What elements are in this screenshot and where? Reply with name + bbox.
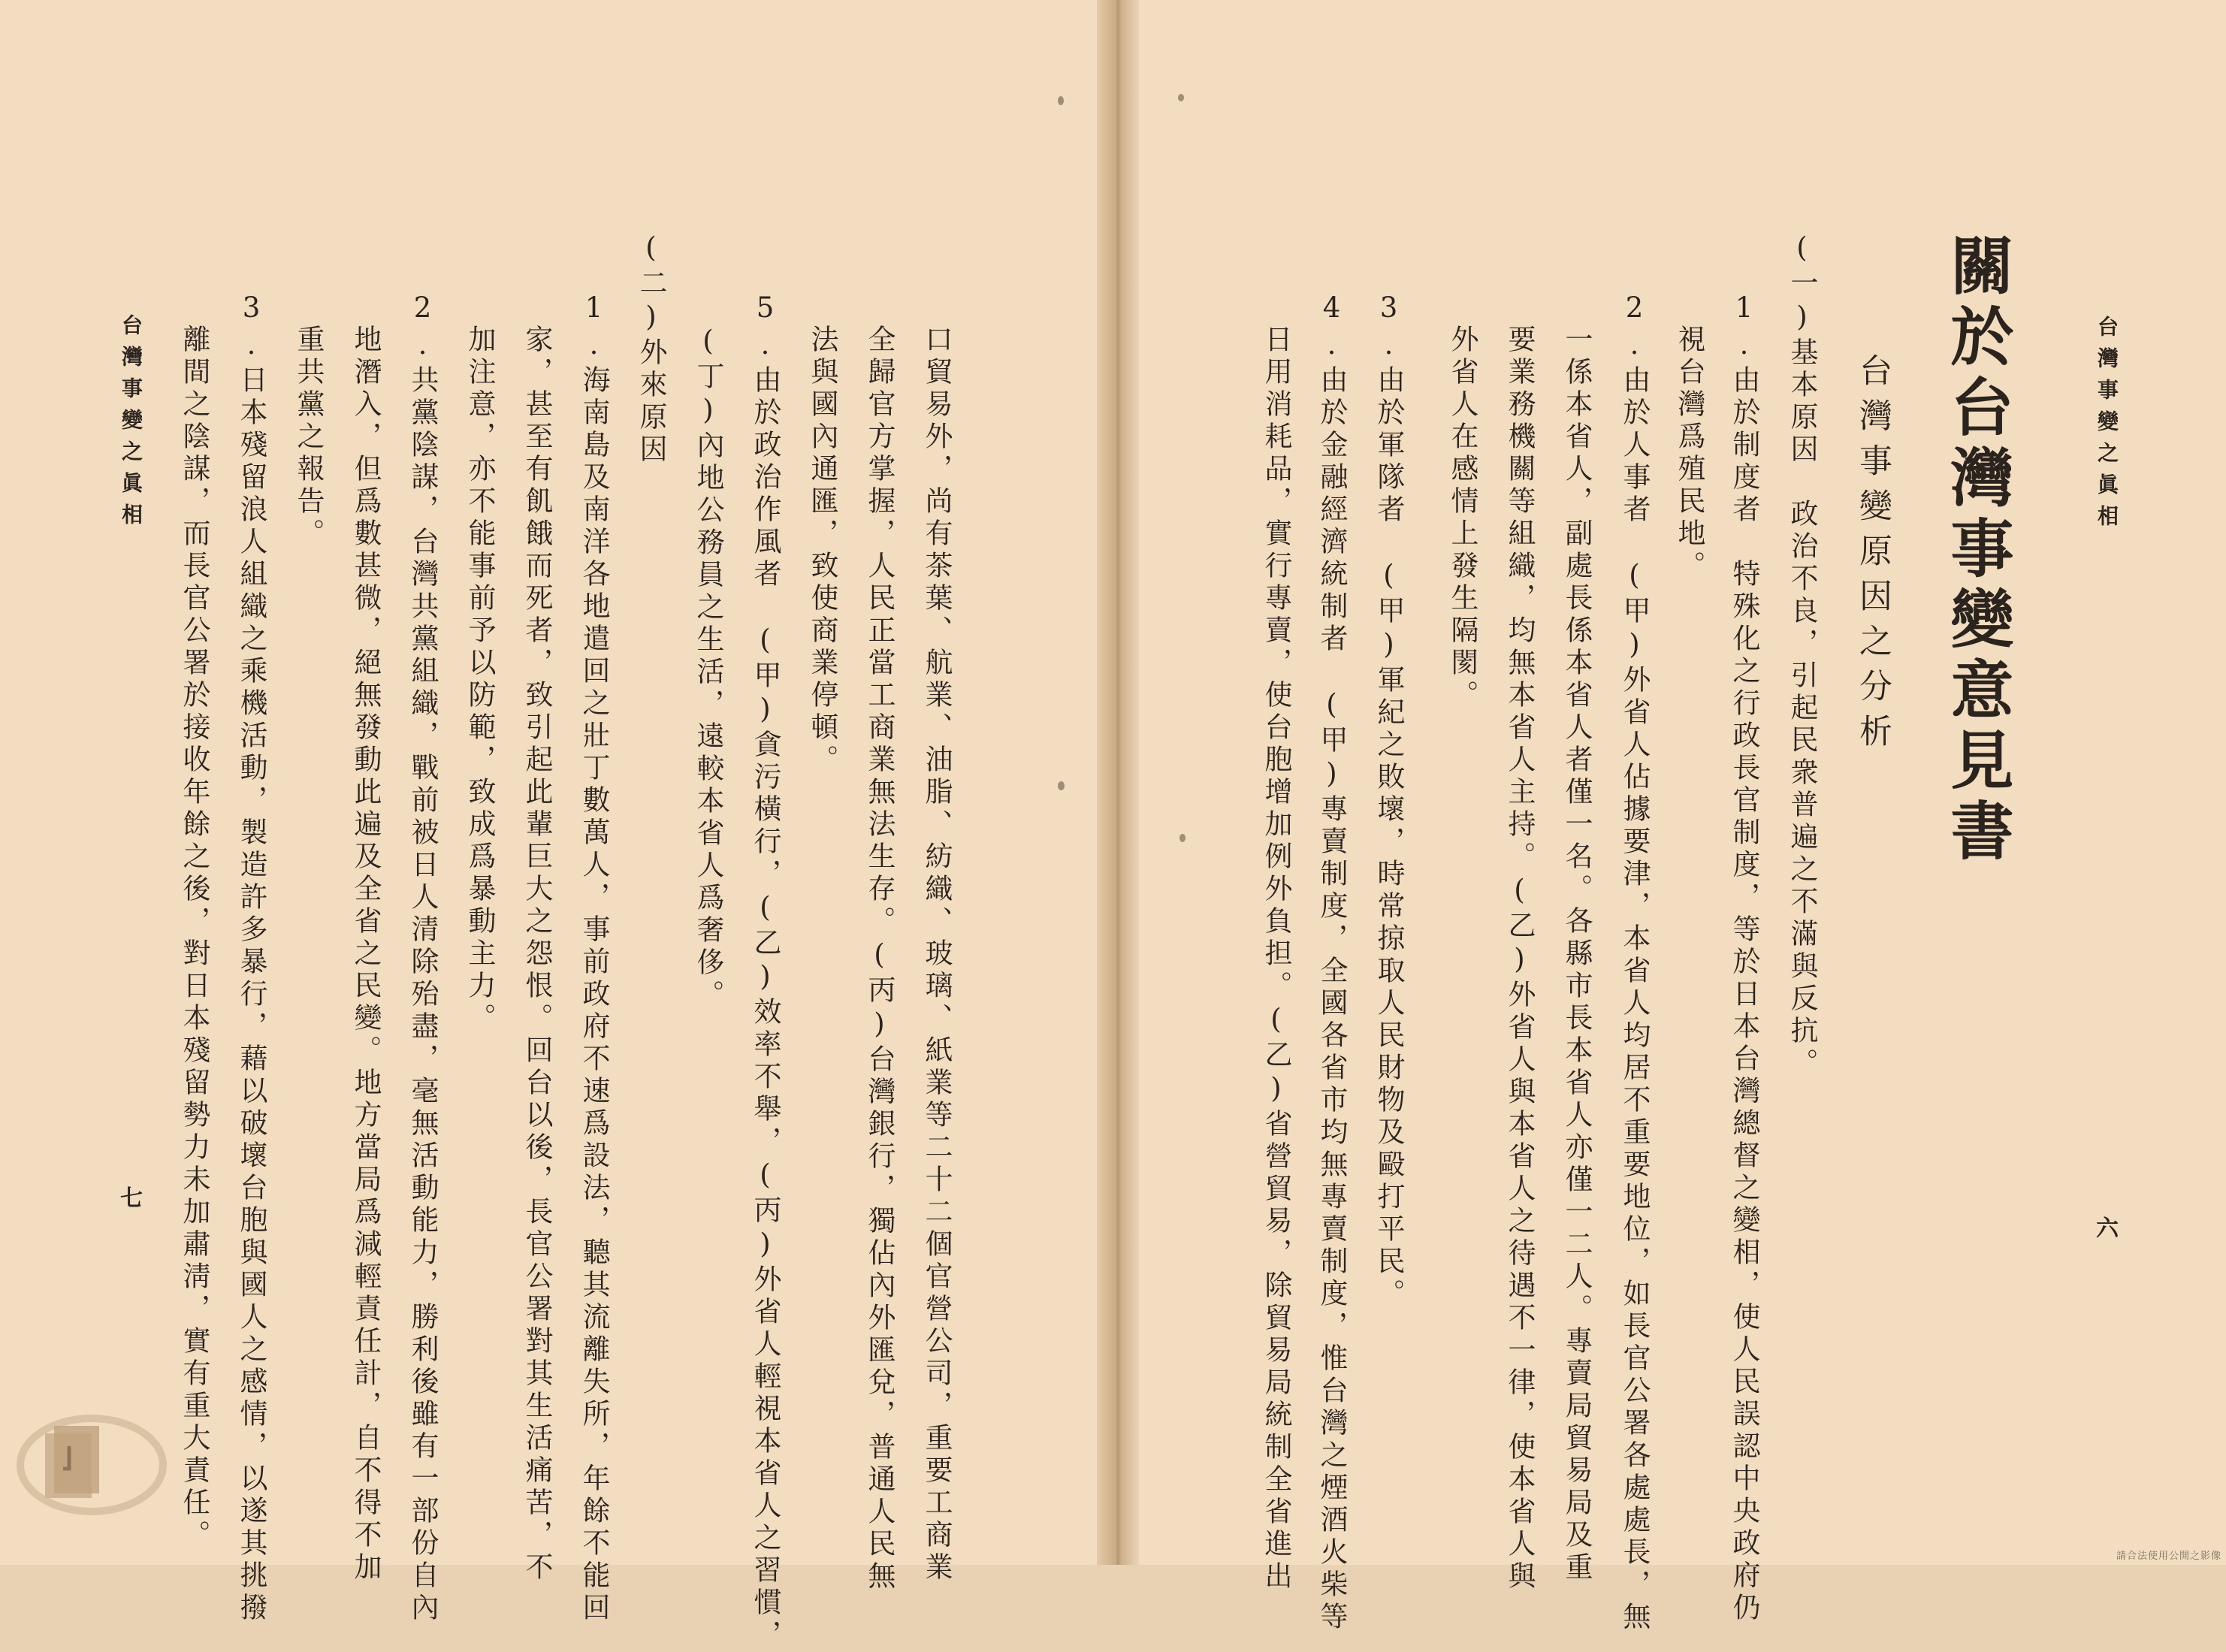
section-subtitle: 台灣事變原因之分析: [1853, 353, 1892, 759]
text-column: 口貿易外，尚有茶葉、航業、油脂、紡織、玻璃、紙業等二十二個官營公司，重要工商業: [920, 325, 953, 1584]
page-number-left: 七: [120, 1185, 143, 1212]
ink-spot: [1179, 834, 1185, 842]
ink-spot: [1058, 96, 1064, 105]
page-number-right: 六: [2096, 1216, 2119, 1242]
text-column: 日用消耗品，實行專賣，使台胞增加例外負担。(乙)省營貿易，除貿易局統制全省進出: [1260, 325, 1292, 1593]
text-column: 2.共黨陰謀，台灣共黨組織，戰前被日人清除殆盡，毫無活動能力，勝利後雖有一部份自內: [406, 291, 439, 1625]
text-column: 視台灣爲殖民地。: [1673, 325, 1705, 583]
text-column: 2.由於人事者 (甲)外省人佔據要津，本省人均居不重要地位，如長官公署各處處長，無: [1618, 291, 1651, 1634]
text-column: 離間之陰謀，而長官公署於接收年餘之後，對日本殘留勢力未加肅淸，實有重大責任。: [178, 325, 210, 1552]
text-column: 重共黨之報告。: [292, 325, 325, 551]
ink-spot: [1178, 94, 1184, 101]
text-column: 1.由於制度者 特殊化之行政長官制度，等於日本台灣總督之變相，使人民誤認中央政府仍: [1728, 291, 1760, 1625]
archive-seal-graphic: [17, 1412, 167, 1518]
text-column: 3.由於軍隊者 (甲)軍紀之敗壞，時常掠取人民財物及毆打平民。: [1373, 291, 1405, 1311]
document-title: 關於台灣事變意見書: [1941, 233, 2015, 868]
text-column: 全歸官方掌握，人民正當工商業無法生存。(丙)台灣銀行，獨佔內外匯兌，普通人民無: [863, 325, 896, 1593]
text-column: 外省人在感情上發生隔閡。: [1446, 325, 1478, 712]
text-column: 5.由於政治作風者 (甲)貪污橫行，(乙)效率不舉，(丙)外省人輕視本省人之習慣，: [749, 291, 781, 1652]
text-column: 1.海南島及南洋各地遣回之壯丁數萬人，事前政府不速爲設法，聽其流離失所，年餘不能回: [578, 291, 610, 1625]
text-column: 要業務機關等組織，均無本省人主持。(乙)外省人與本省人之待遇不一律，使本省人與: [1503, 325, 1536, 1593]
text-column: 4.由於金融經濟統制者 (甲)專賣制度，全國各省市均無專賣制度，惟台灣之煙酒火柴等: [1315, 291, 1348, 1634]
text-column: 3.日本殘留浪人組織之乘機活動，製造許多暴行，藉以破壞台胞與國人之感情，以遂其挑撥: [235, 291, 267, 1625]
running-head-left: 台灣事變之眞相: [119, 314, 143, 535]
book-gutter: [1097, 0, 1139, 1565]
usage-notice: 請合法使用公開之影像: [2116, 1551, 2221, 1562]
running-head-right: 台灣事變之眞相: [2095, 316, 2119, 536]
text-column: (一)基本原因 政治不良，引起民衆普遍之不滿與反抗。: [1786, 231, 1818, 1080]
text-column: 家，甚至有飢餓而死者，致引起此輩巨大之怨恨。回台以後，長官公署對其生活痛苦，不: [521, 325, 553, 1584]
text-column: 加注意，亦不能事前予以防範，致成爲暴動主力。: [464, 325, 496, 1035]
ink-spot: [1058, 781, 1065, 790]
text-column: 地潛入，但爲數甚微，絕無發動此遍及全省之民變。地方當局爲減輕責任計，自不得不加: [349, 325, 382, 1584]
text-column: 法與國內通匯，致使商業停頓。: [806, 325, 838, 777]
text-column: (丁)內地公務員之生活，遠較本省人爲奢侈。: [692, 325, 724, 1012]
text-column: (二)外來原因: [635, 231, 667, 467]
text-column: 一係本省人，副處長係本省人者僅一名。各縣市長本省人亦僅一二人。專賣局貿易局及重: [1560, 325, 1593, 1584]
